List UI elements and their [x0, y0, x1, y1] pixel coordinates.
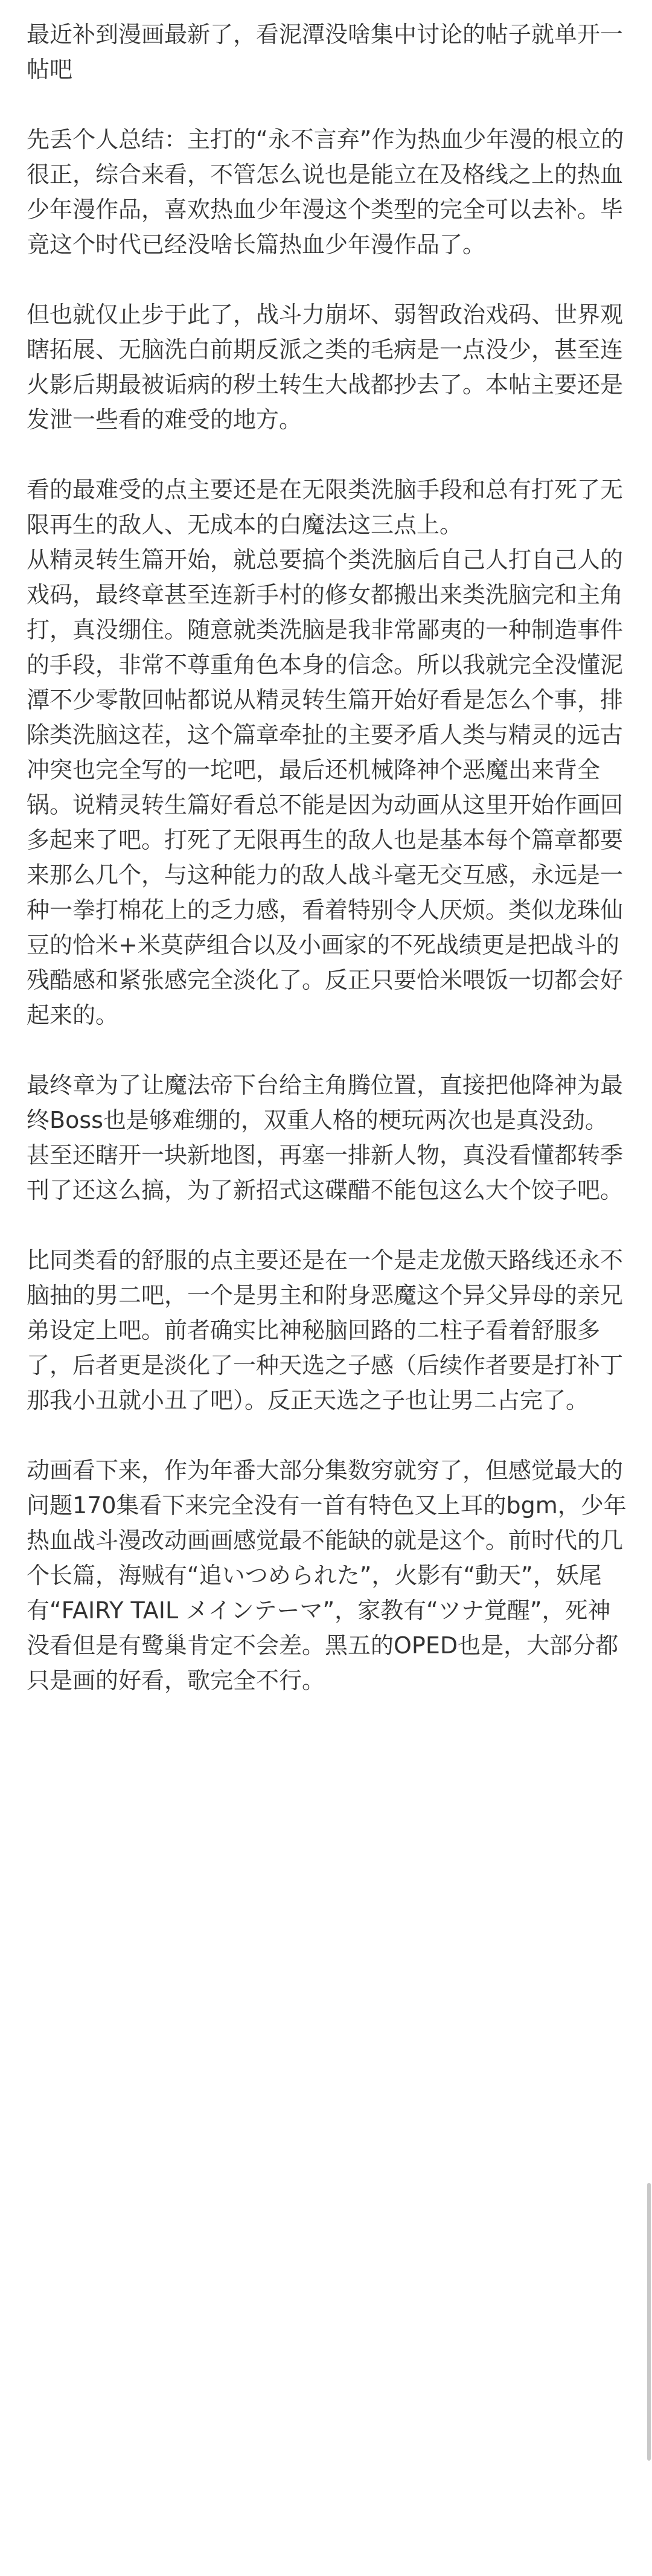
paragraph-spacer [27, 262, 630, 297]
paragraph-final-arc: 最终章为了让魔法帝下台给主角腾位置，直接把他降神为最终Boss也是够难绷的，双重人格的梗玩两次也是真没劲。甚至还瞎开一块新地图，再塞一排新人物，真没看懂都转季刊了还这么搞，为了新招式这碟醋不能包这么大个饺子吧。 [27, 1072, 624, 1203]
paragraph-spacer [27, 1208, 630, 1243]
paragraph-intro: 最近补到漫画最新了，看泥潭没啥集中讨论的帖子就单开一帖吧 [27, 21, 624, 83]
post-body [27, 17, 630, 1698]
paragraph-spacer [27, 1033, 630, 1068]
paragraph-summary: 先丢个人总结：主打的“永不言弃”作为热血少年漫的根立的很正，综合来看，不管怎么说也是能立在及格线之上的热血少年漫作品，喜欢热血少年漫这个类型的完全可以去补。毕竟这个时代已经没啥长篇热血少年漫作品了。 [27, 126, 624, 258]
paragraph-flaws: 但也就仅止步于此了，战斗力崩坏、弱智政治戏码、世界观瞎拓展、无脑洗白前期反派之类的毛病是一点没少，甚至连火影后期最被诟病的秽土转生大战都抄去了。本帖主要还是发泄一些看的难受的地方。 [27, 301, 624, 433]
paragraph-spacer [27, 1418, 630, 1453]
paragraph-comparison: 比同类看的舒服的点主要还是在一个是走龙傲天路线还永不脑抽的男二吧，一个是男主和附身恶魔这个异父异母的亲兄弟设定上吧。前者确实比神秘脑回路的二柱子看着舒服多了，后者更是淡化了一种天选之子感（后续作者要是打补丁那我小丑就小丑了吧）。反正天选之子也让男二占完了。 [27, 1247, 624, 1414]
paragraph-spacer [27, 87, 630, 122]
paragraph-spacer [27, 437, 630, 472]
paragraph-anime: 动画看下来，作为年番大部分集数穷就穷了，但感觉最大的问题170集看下来完全没有一首有特色又上耳的bgm，少年热血战斗漫改动画画感觉最不能缺的就是这个。前时代的几个长篇，海贼有“追いつめられた”，火影有“動天”，妖尾有“FAIRY TAIL メインテーマ”，家教有“ツナ覚醒”，死神没看但是有鹭巢肯定不会差。黑五的OPED也是，大部分都只是画的好看，歌完全不行。 [27, 1457, 627, 1694]
scrollbar[interactable] [647, 2183, 651, 2461]
paragraph-worst-points: 看的最难受的点主要还是在无限类洗脑手段和总有打死了无限再生的敌人、无成本的白魔法这三点上。 [27, 476, 624, 538]
paragraph-elf-arc: 从精灵转生篇开始，就总要搞个类洗脑后自己人打自己人的戏码，最终章甚至连新手村的修女都搬出来类洗脑完和主角打，真没绷住。随意就类洗脑是我非常鄙夷的一种制造事件的手段，非常不尊重角色本身的信念。所以我就完全没懂泥潭不少零散回帖都说从精灵转生篇开始好看是怎么个事，排除类洗脑这茬，这个篇章牵扯的主要矛盾人类与精灵的远古冲突也完全写的一坨吧，最后还机械降神个恶魔出来背全锅。说精灵转生篇好看总不能是因为动画从这里开始作画回多起来了吧。打死了无限再生的敌人也是基本每个篇章都要来那么几个，与这种能力的敌人战斗毫无交互感，永远是一种一拳打棉花上的乏力感，看着特别令人厌烦。类似龙珠仙豆的恰米+米莫萨组合以及小画家的不死战绩更是把战斗的残酷感和紧张感完全淡化了。反正只要恰米喂饭一切都会好起来的。 [27, 546, 624, 1028]
